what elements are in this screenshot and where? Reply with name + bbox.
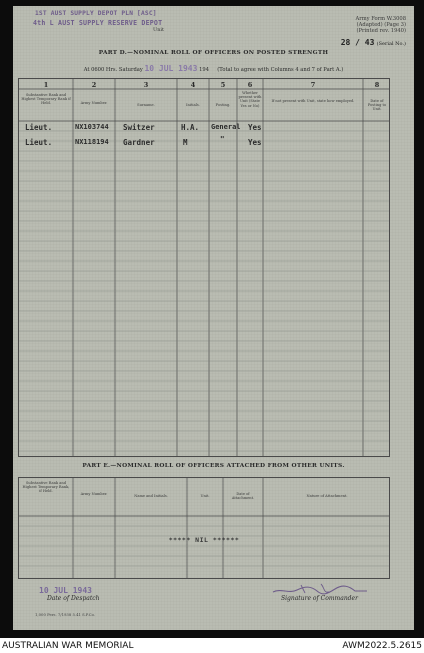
col-header-employed: If not present with Unit, state how employed. <box>271 99 355 103</box>
part-d-grid <box>19 79 389 456</box>
form-printed: (Printed rev. 1940) <box>356 28 406 34</box>
col-header-date-posting: Date of Posting to Unit. <box>367 99 387 112</box>
nil-entry: ***** NIL ****** <box>168 536 240 544</box>
e-col-header-rank: Substantive Rank and Highest Temporary Rank, if Held. <box>22 481 70 494</box>
row1-posting: General <box>211 123 241 131</box>
at-date-stamp: 10 JUL 1943 <box>144 64 198 73</box>
row1-rank: Lieut. <box>25 123 53 132</box>
commander-signature <box>271 582 381 596</box>
part-e-heading: PART E.—NOMINAL ROLL OF OFFICERS ATTACHED FROM OTHER UNITS. <box>82 463 345 469</box>
print-info: 1,000 Pers. 7/1938 5.41 S.P.Co. <box>35 612 96 617</box>
at-prefix: At 0600 Hrs. Saturday <box>83 67 143 73</box>
row2-initials: M <box>183 138 188 147</box>
unit-label: Unit <box>153 27 165 33</box>
e-col-header-name: Name and Initials. <box>134 494 168 498</box>
col-number-8: 8 <box>374 81 380 89</box>
serial-value: 28 / 43 <box>340 38 375 47</box>
part-d-heading: PART D.—NOMINAL ROLL OF OFFICERS ON POSTED STRENGTH <box>98 50 329 56</box>
e-col-header-unit: Unit. <box>200 494 210 498</box>
col-header-surname: Surname. <box>137 103 155 107</box>
row1-surname: Switzer <box>123 123 155 132</box>
at-year-suffix: 194 <box>199 67 209 73</box>
unit-stamp-line-1: 1ST AUST SUPPLY DEPOT PLN [ASC] <box>35 10 157 17</box>
col-number-1: 1 <box>43 81 49 89</box>
e-col-header-army-number: Army Number. <box>80 492 108 496</box>
row1-army-number: NX103744 <box>75 123 109 131</box>
col-number-4: 4 <box>190 81 196 89</box>
form-reference <box>356 16 406 34</box>
form-adapted: (Adapted) (Page 3) <box>356 22 406 28</box>
col-number-7: 7 <box>310 81 316 89</box>
e-col-header-date: Date of Attachment. <box>231 492 255 501</box>
col-number-5: 5 <box>220 81 226 89</box>
e-col-header-nature: Nature of Attachment. <box>306 494 348 498</box>
serial-label: (Serial No.) <box>376 41 406 47</box>
col-header-rank: Substantive Rank and Highest Temporary Rank if Held. <box>21 93 71 106</box>
col-header-present: Whether present with Unit (State Yes or No) <box>238 91 262 108</box>
despatch-label: Date of Despatch <box>47 595 100 602</box>
part-d-time-line <box>13 64 414 73</box>
form-page <box>13 6 414 630</box>
row2-army-number: NX118194 <box>75 138 109 146</box>
col-header-army-number: Army Number. <box>80 101 108 105</box>
part-d-table <box>18 78 390 457</box>
at-note: (Total to agree with Columns 4 and 7 of Part A.) <box>217 67 344 73</box>
form-title: Army Form W.3008 <box>355 16 406 22</box>
col-header-initials: Initials. <box>186 103 200 107</box>
despatch-date-stamp: 10 JUL 1943 <box>39 586 92 595</box>
col-number-6: 6 <box>247 81 253 89</box>
col-header-posting: Posting. <box>215 103 231 107</box>
col-number-3: 3 <box>143 81 149 89</box>
serial-number <box>341 38 406 47</box>
accession-number: AWM2022.5.2615 <box>342 641 422 651</box>
row2-posting-ditto: " <box>220 135 225 144</box>
col-number-2: 2 <box>91 81 97 89</box>
row2-rank: Lieut. <box>25 138 53 147</box>
row1-present: Yes <box>248 123 262 132</box>
institution-credit: AUSTRALIAN WAR MEMORIAL <box>2 641 134 651</box>
row2-surname: Gardner <box>123 138 155 147</box>
row1-initials: H.A. <box>181 123 200 132</box>
part-e-table <box>18 477 390 579</box>
signature-label: Signature of Commander <box>281 595 358 602</box>
row2-present: Yes <box>248 138 262 147</box>
unit-stamp-line-2: 4th L AUST SUPPLY RESERVE DEPOT <box>33 19 163 27</box>
